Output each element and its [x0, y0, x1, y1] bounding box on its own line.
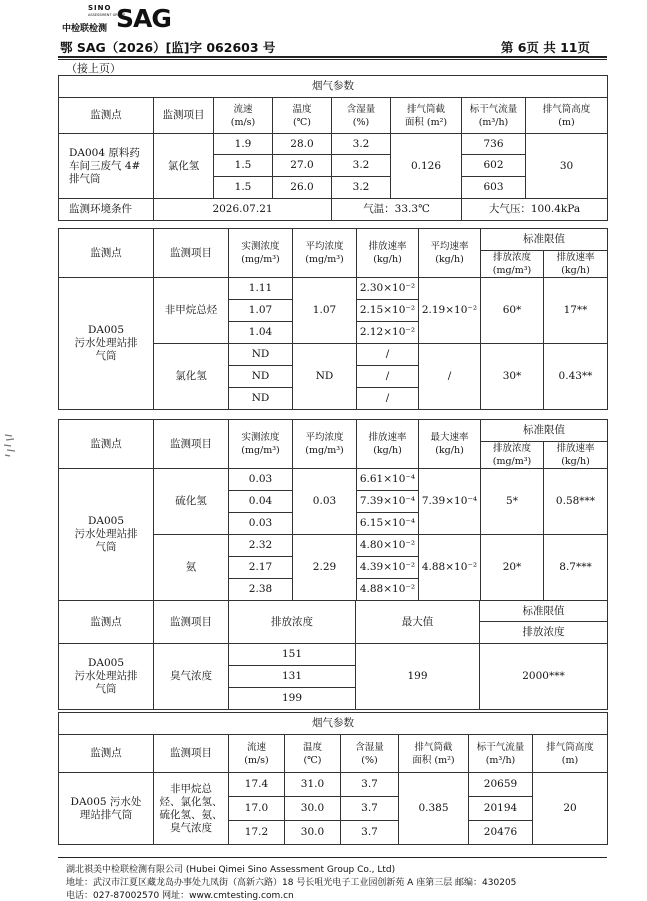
limit-value: 2000*** — [480, 644, 608, 710]
stack-height: 20 — [533, 773, 608, 845]
cell: 30.0 — [285, 821, 341, 845]
header-cell: 标干气流量 (m³/h) — [469, 735, 533, 773]
cell: 603 — [462, 177, 526, 199]
header-cell: 排气筒高度 (m) — [526, 98, 608, 134]
cell: 4.88×10⁻² — [419, 535, 481, 601]
cell: 1.9 — [214, 134, 273, 155]
emission-table-nmhc-hcl — [58, 228, 608, 410]
cell: ND — [293, 344, 357, 410]
cell: / — [357, 388, 419, 410]
cell: 30.0 — [285, 797, 341, 821]
header-cell: 实测浓度 (mg/m³) — [229, 420, 293, 469]
cell: 2.17 — [229, 557, 293, 579]
cell: 0.03 — [229, 513, 293, 535]
header-rule — [58, 56, 607, 58]
header-cell: 最大值 — [356, 601, 480, 644]
limit-cell: 20* — [481, 535, 544, 601]
cell: 7.39×10⁻⁴ — [419, 469, 481, 535]
header-cell: 监测项目 — [154, 98, 214, 134]
header-cell: 标准限值 — [481, 229, 608, 251]
footer-address: 地址：武汉市江夏区藏龙岛办事处九凤街（高新六路）18 号长咀光电子工业园创新苑 A 座第三层 邮编：430205 — [66, 878, 517, 888]
cell: 3.7 — [341, 821, 399, 845]
cell: 1.07 — [293, 278, 357, 344]
env-temperature: 气温：33.3℃ — [332, 199, 462, 221]
header-cell: 温度 (℃) — [273, 98, 332, 134]
header-cell: 排放速率 (kg/h) — [357, 229, 419, 278]
cell: 31.0 — [285, 773, 341, 797]
cell: / — [357, 344, 419, 366]
header-cell: 平均浓度 (mg/m³) — [293, 420, 357, 469]
monitoring-item: 臭气浓度 — [154, 644, 229, 710]
header-cell: 排放速率 (kg/h) — [544, 251, 608, 278]
monitoring-item: 氨 — [154, 535, 229, 601]
logo-cn-text: 中检联检测 — [62, 24, 108, 34]
header-cell: 监测项目 — [154, 601, 229, 644]
cell: 0.03 — [293, 469, 357, 535]
header-cell: 监测项目 — [154, 229, 229, 278]
cell: 0.04 — [229, 491, 293, 513]
monitoring-item: 非甲烷总 烃、氯化氢、 硫化氢、氨、 臭气浓度 — [154, 773, 229, 845]
logo-sino-text: SINO — [88, 4, 112, 12]
header-cell: 含湿量 (%) — [332, 98, 391, 134]
cell: 20659 — [469, 773, 533, 797]
cell: 602 — [462, 155, 526, 177]
cell: 2.15×10⁻² — [357, 300, 419, 322]
header-cell: 监测点 — [59, 229, 154, 278]
header-cell: 监测项目 — [154, 420, 229, 469]
cell: 20194 — [469, 797, 533, 821]
cell: 2.19×10⁻² — [419, 278, 481, 344]
header-cell: 标干气流量 (m³/h) — [462, 98, 526, 134]
header-cell: 实测浓度 (mg/m³) — [229, 229, 293, 278]
header-cell: 排气筒高度 (m) — [533, 735, 608, 773]
cell: ND — [229, 366, 293, 388]
header-cell: 排放浓度 — [229, 601, 356, 644]
header-cell: 监测项目 — [154, 735, 229, 773]
cell: 3.7 — [341, 797, 399, 821]
scan-mark-icon — [2, 432, 18, 460]
monitoring-point: DA005 污水处理站排 气筒 — [59, 278, 154, 410]
header-cell: 平均浓度 (mg/m³) — [293, 229, 357, 278]
odor-table — [58, 600, 608, 710]
header-cell: 平均速率 (kg/h) — [419, 229, 481, 278]
monitoring-item: 氯化氢 — [154, 134, 214, 199]
cell: 4.88×10⁻² — [357, 579, 419, 601]
emission-table-h2s-nh3 — [58, 419, 608, 601]
header-cell: 排气筒截 面积 (m²) — [399, 735, 469, 773]
cell: 4.80×10⁻² — [357, 535, 419, 557]
header-cell: 最大速率 (kg/h) — [419, 420, 481, 469]
header-cell: 排放速率 (kg/h) — [544, 442, 608, 469]
cell: 1.11 — [229, 278, 293, 300]
cell: 26.0 — [273, 177, 332, 199]
header-cell: 标准限值 — [480, 601, 608, 622]
header-rule-thin — [58, 59, 607, 60]
footer-contact: 电话：027-87002570 网址：www.cmtesting.com.cn — [66, 891, 294, 901]
max-value: 199 — [356, 644, 480, 710]
cell: ND — [229, 344, 293, 366]
env-pressure: 大气压：100.4kPa — [462, 199, 608, 221]
limit-cell: 5* — [481, 469, 544, 535]
cell: 3.7 — [341, 773, 399, 797]
footer-rule — [58, 857, 607, 858]
cell: 17.0 — [229, 797, 285, 821]
cell: 20476 — [469, 821, 533, 845]
header-cell: 排放浓度 (mg/m³) — [481, 442, 544, 469]
header-cell: 监测点 — [59, 735, 154, 773]
env-label: 监测环境条件 — [59, 199, 154, 221]
header-cell: 监测点 — [59, 601, 154, 644]
header-cell: 排放浓度 (mg/m³) — [481, 251, 544, 278]
header-cell: 温度 (℃) — [285, 735, 341, 773]
cell: 1.5 — [214, 155, 273, 177]
continued-label: （接上页） — [66, 62, 121, 75]
monitoring-point: DA005 污水处理站排 气筒 — [59, 644, 154, 710]
cell: 2.30×10⁻² — [357, 278, 419, 300]
logo-group-text: ASSESSMENT GROUP — [88, 13, 126, 17]
stack-area: 0.126 — [391, 134, 462, 199]
cell: 17.4 — [229, 773, 285, 797]
monitoring-item: 非甲烷总烃 — [154, 278, 229, 344]
cell: ND — [229, 388, 293, 410]
limit-cell: 30* — [481, 344, 544, 410]
cell: 151 — [229, 644, 356, 666]
cell: 2.38 — [229, 579, 293, 601]
cell: 1.07 — [229, 300, 293, 322]
footer-company: 湖北祺美中检联检测有限公司 (Hubei Qimei Sino Assessment Group Co., Ltd) — [66, 865, 396, 875]
cell: 2.12×10⁻² — [357, 322, 419, 344]
table-title: 烟气参数 — [59, 713, 608, 735]
monitoring-point: DA005 污水处 理站排气筒 — [59, 773, 154, 845]
header-cell: 排放速率 (kg/h) — [357, 420, 419, 469]
header-cell: 排放浓度 — [480, 622, 608, 644]
cell: 1.04 — [229, 322, 293, 344]
cell: 131 — [229, 666, 356, 688]
cell: 6.61×10⁻⁴ — [357, 469, 419, 491]
header-cell: 监测点 — [59, 420, 154, 469]
cell: 4.39×10⁻² — [357, 557, 419, 579]
cell: 0.03 — [229, 469, 293, 491]
cell: / — [357, 366, 419, 388]
cell: / — [419, 344, 481, 410]
cell: 3.2 — [332, 177, 391, 199]
flue-gas-table-da005 — [58, 712, 608, 845]
report-number: 鄂 SAG（2026）[监]字 062603 号 — [60, 40, 276, 55]
cell: 736 — [462, 134, 526, 155]
cell: 199 — [229, 688, 356, 710]
cell: 1.5 — [214, 177, 273, 199]
cell: 2.29 — [293, 535, 357, 601]
limit-cell: 8.7*** — [544, 535, 608, 601]
header-cell: 含湿量 (%) — [341, 735, 399, 773]
company-logo — [60, 4, 175, 40]
limit-cell: 0.58*** — [544, 469, 608, 535]
header-cell: 监测点 — [59, 98, 154, 134]
stack-area: 0.385 — [399, 773, 469, 845]
cell: 17.2 — [229, 821, 285, 845]
cell: 27.0 — [273, 155, 332, 177]
cell: 7.39×10⁻⁴ — [357, 491, 419, 513]
limit-cell: 60* — [481, 278, 544, 344]
table-title: 烟气参数 — [59, 76, 608, 98]
monitoring-point: DA005 污水处理站排 气筒 — [59, 469, 154, 601]
env-date: 2026.07.21 — [154, 199, 332, 221]
cell: 3.2 — [332, 134, 391, 155]
cell: 3.2 — [332, 155, 391, 177]
cell: 2.32 — [229, 535, 293, 557]
monitoring-point: DA004 原料药 车间三废气 4# 排气筒 — [59, 134, 154, 199]
limit-cell: 17** — [544, 278, 608, 344]
header-cell: 流速 (m/s) — [214, 98, 273, 134]
cell: 28.0 — [273, 134, 332, 155]
cell: 6.15×10⁻⁴ — [357, 513, 419, 535]
header-cell: 标准限值 — [481, 420, 608, 442]
header-cell: 流速 (m/s) — [229, 735, 285, 773]
header-cell: 排气筒截 面积 (m²) — [391, 98, 462, 134]
flue-gas-table-da004 — [58, 75, 608, 221]
page-number: 第 6页 共 11页 — [500, 40, 590, 55]
monitoring-item: 硫化氢 — [154, 469, 229, 535]
monitoring-item: 氯化氢 — [154, 344, 229, 410]
logo-sag-text: SAG — [116, 4, 171, 33]
limit-cell: 0.43** — [544, 344, 608, 410]
stack-height: 30 — [526, 134, 608, 199]
